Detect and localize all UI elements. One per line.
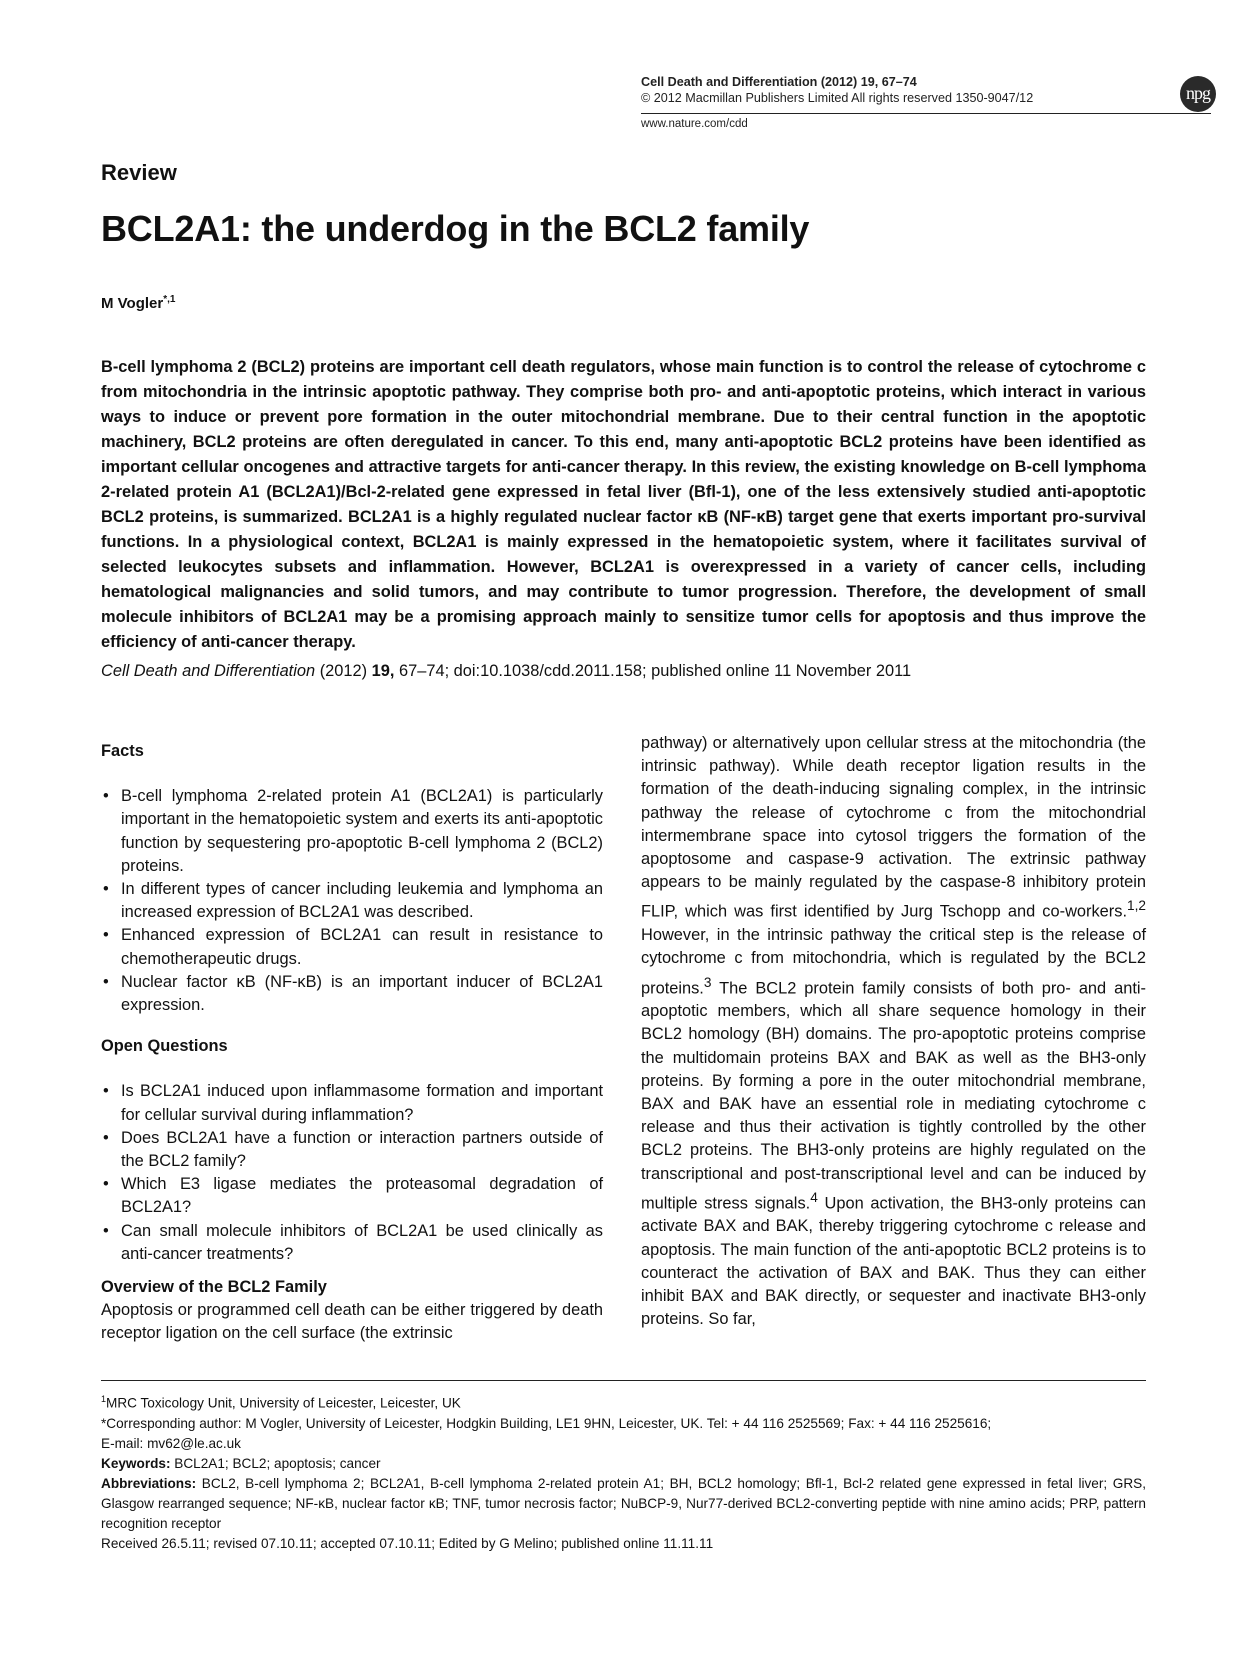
right-column	[641, 732, 1146, 1331]
citation-journal: Cell Death and Differentiation	[101, 662, 316, 680]
journal-website[interactable]: www.nature.com/cdd	[641, 118, 748, 130]
facts-item: • In different types of cancer including leukemia and lymphoma an increased expression of BCL2A1 was described.	[101, 878, 603, 924]
citation-line	[101, 660, 1146, 682]
affiliation-text: MRC Toxicology Unit, University of Leicester, Leicester, UK	[106, 1395, 461, 1411]
journal-citation: Cell Death and Differentiation (2012) 19, 67–74	[641, 75, 917, 89]
footnotes	[101, 1389, 1146, 1554]
npg-logo: npg	[1180, 76, 1216, 112]
reference-mark[interactable]: 4	[810, 1189, 818, 1205]
reference-mark[interactable]: 1,2	[1127, 898, 1146, 914]
affiliation-mark: 1	[101, 1394, 107, 1404]
body-text-part-4: Upon activation, the BH3-only proteins can activate BAX and BAK, thereby triggering cytochrome c release and apoptosis. The main function of the anti-apoptotic BCL2 proteins is to counteract the activation of BAX and BAK. Thus they can either inhibit BAX and BAK directly, or sequester and inactivate BH3-only proteins. So far,	[641, 1194, 1147, 1329]
affiliation-note	[101, 1389, 1146, 1414]
email-note[interactable]: E-mail: mv62@le.ac.uk	[101, 1435, 241, 1451]
facts-item: • B-cell lymphoma 2-related protein A1 (BCL2A1) is particularly important in the hematopoietic system and exerts its anti-apoptotic function by sequestering pro-apoptotic B-cell lymphoma 2 (BCL2) proteins.	[101, 785, 603, 878]
citation-volume: 19,	[371, 662, 395, 680]
keywords-text: BCL2A1; BCL2; apoptosis; cancer	[170, 1455, 381, 1471]
section-label: Review	[101, 160, 177, 185]
abbreviations-label: Abbreviations:	[101, 1475, 197, 1491]
facts-list	[101, 785, 603, 1017]
left-column	[101, 740, 603, 1346]
received-note: Received 26.5.11; revised 07.10.11; accepted 07.10.11; Edited by G Melino; published online 11.11.11	[101, 1535, 714, 1551]
author-line	[101, 294, 175, 312]
keywords-label: Keywords:	[101, 1455, 171, 1471]
facts-item: • Nuclear factor κB (NF-κB) is an important inducer of BCL2A1 expression.	[101, 971, 603, 1017]
facts-heading: Facts	[101, 742, 144, 760]
body-text-part-2: However, in the intrinsic pathway the critical step is the release of cytochrome c from mitochondria, which is regulated by the BCL2 proteins.	[641, 926, 1146, 997]
overview-paragraph: Apoptosis or programmed cell death can be either triggered by death receptor ligation on the cell surface (the extrinsic	[101, 1301, 603, 1343]
citation-details: 67–74; doi:10.1038/cdd.2011.158; published online 11 November 2011	[399, 662, 912, 680]
citation-year: (2012)	[319, 662, 368, 680]
header-rule	[641, 113, 1211, 114]
open-question-item: • Which E3 ligase mediates the proteasomal degradation of BCL2A1?	[101, 1173, 603, 1219]
open-questions-heading: Open Questions	[101, 1037, 228, 1056]
overview-heading: Overview of the BCL2 Family	[101, 1278, 327, 1297]
keywords-note	[101, 1454, 1146, 1474]
author-name: M Vogler	[101, 295, 164, 312]
abbreviations-note	[101, 1474, 1146, 1534]
corresponding-author-note: *Corresponding author: M Vogler, University of Leicester, Hodgkin Building, LE1 9HN, Leicester, UK. Tel: + 44 116 2525569; Fax: + 44 116 2525616;	[101, 1415, 992, 1431]
copyright-line: © 2012 Macmillan Publishers Limited All rights reserved 1350-9047/12	[641, 91, 1034, 105]
footnote-rule	[101, 1380, 1146, 1381]
abstract: B-cell lymphoma 2 (BCL2) proteins are important cell death regulators, whose main function is to control the release of cytochrome c from mitochondria in the intrinsic apoptotic pathway. They comprise both pro- and anti-apoptotic proteins, which interact in various ways to induce or prevent pore formation in the outer mitochondrial membrane. Due to their central function in the apoptotic machinery, BCL2 proteins are often deregulated in cancer. To this end, many anti-apoptotic BCL2 proteins have been identified as important cellular oncogenes and attractive targets for anti-cancer therapy. In this review, the existing knowledge on B-cell lymphoma 2-related protein A1 (BCL2A1)/Bcl-2-related gene expressed in fetal liver (Bfl-1), one of the less extensively studied anti-apoptotic BCL2 proteins, is summarized. BCL2A1 is a highly regulated nuclear factor κB (NF-κB) target gene that exerts important pro-survival functions. In a physiological context, BCL2A1 is mainly expressed in the hematopoietic system, where it facilitates survival of selected leukocytes subsets and inflammation. However, BCL2A1 is overexpressed in a variety of cancer cells, including hematological malignancies and solid tumors, and may contribute to tumor progression. Therefore, the development of small molecule inhibitors of BCL2A1 may be a promising approach mainly to sensitize tumor cells for apoptosis and thus improve the efficiency of anti-cancer therapy.	[101, 358, 1146, 651]
author-affiliation-mark: *,1	[163, 294, 176, 305]
reference-mark[interactable]: 3	[703, 974, 712, 990]
body-text-part-3: The BCL2 protein family consists of both pro- and anti-apoptotic members, which all share sequence homology in their BCL2 homology (BH) domains. The pro-apoptotic proteins comprise the multidomain proteins BAX and BAK as well as the BH3-only proteins. By forming a pore in the outer mitochondrial membrane, BAX and BAK have an essential role in mediating cytochrome c release and thus their activation is tightly controlled by the other BCL2 proteins. The BH3-only proteins are highly regulated on the transcriptional and post-transcriptional level and can be induced by multiple stress signals.	[641, 978, 1146, 1213]
facts-item: • Enhanced expression of BCL2A1 can result in resistance to chemotherapeutic drugs.	[101, 924, 603, 970]
body-text-part-1: pathway) or alternatively upon cellular stress at the mitochondria (the intrinsic pathway). While death receptor ligation results in the formation of the death-inducing signaling complex, in the intrinsic pathway the release of cytochrome c from the mitochondrial intermembrane space into cytosol triggers the formation of the apoptosome and caspase-9 activation. The extrinsic pathway appears to be mainly regulated by the caspase-8 inhibitory protein FLIP, which was first identified by Jurg Tschopp and co-workers.	[641, 734, 1146, 921]
running-head	[641, 74, 1211, 106]
open-questions-list	[101, 1080, 603, 1266]
open-question-item: • Does BCL2A1 have a function or interaction partners outside of the BCL2 family?	[101, 1127, 603, 1173]
abbreviations-text: BCL2, B-cell lymphoma 2; BCL2A1, B-cell lymphoma 2-related protein A1; BH, BCL2 homology; Bfl-1, Bcl-2 related gene expressed in fetal liver; GRS, Glasgow rearranged sequence; NF-κB, nuclear factor κB; TNF, tumor necrosis factor; NuBCP-9, Nur77-derived BCL2-converting peptide with nine amino acids; PRP, pattern recognition receptor	[101, 1475, 1146, 1531]
open-question-item: • Is BCL2A1 induced upon inflammasome formation and important for cellular survival during inflammation?	[101, 1080, 603, 1126]
open-question-item: • Can small molecule inhibitors of BCL2A1 be used clinically as anti-cancer treatments?	[101, 1220, 603, 1266]
article-title: BCL2A1: the underdog in the BCL2 family	[101, 208, 810, 249]
